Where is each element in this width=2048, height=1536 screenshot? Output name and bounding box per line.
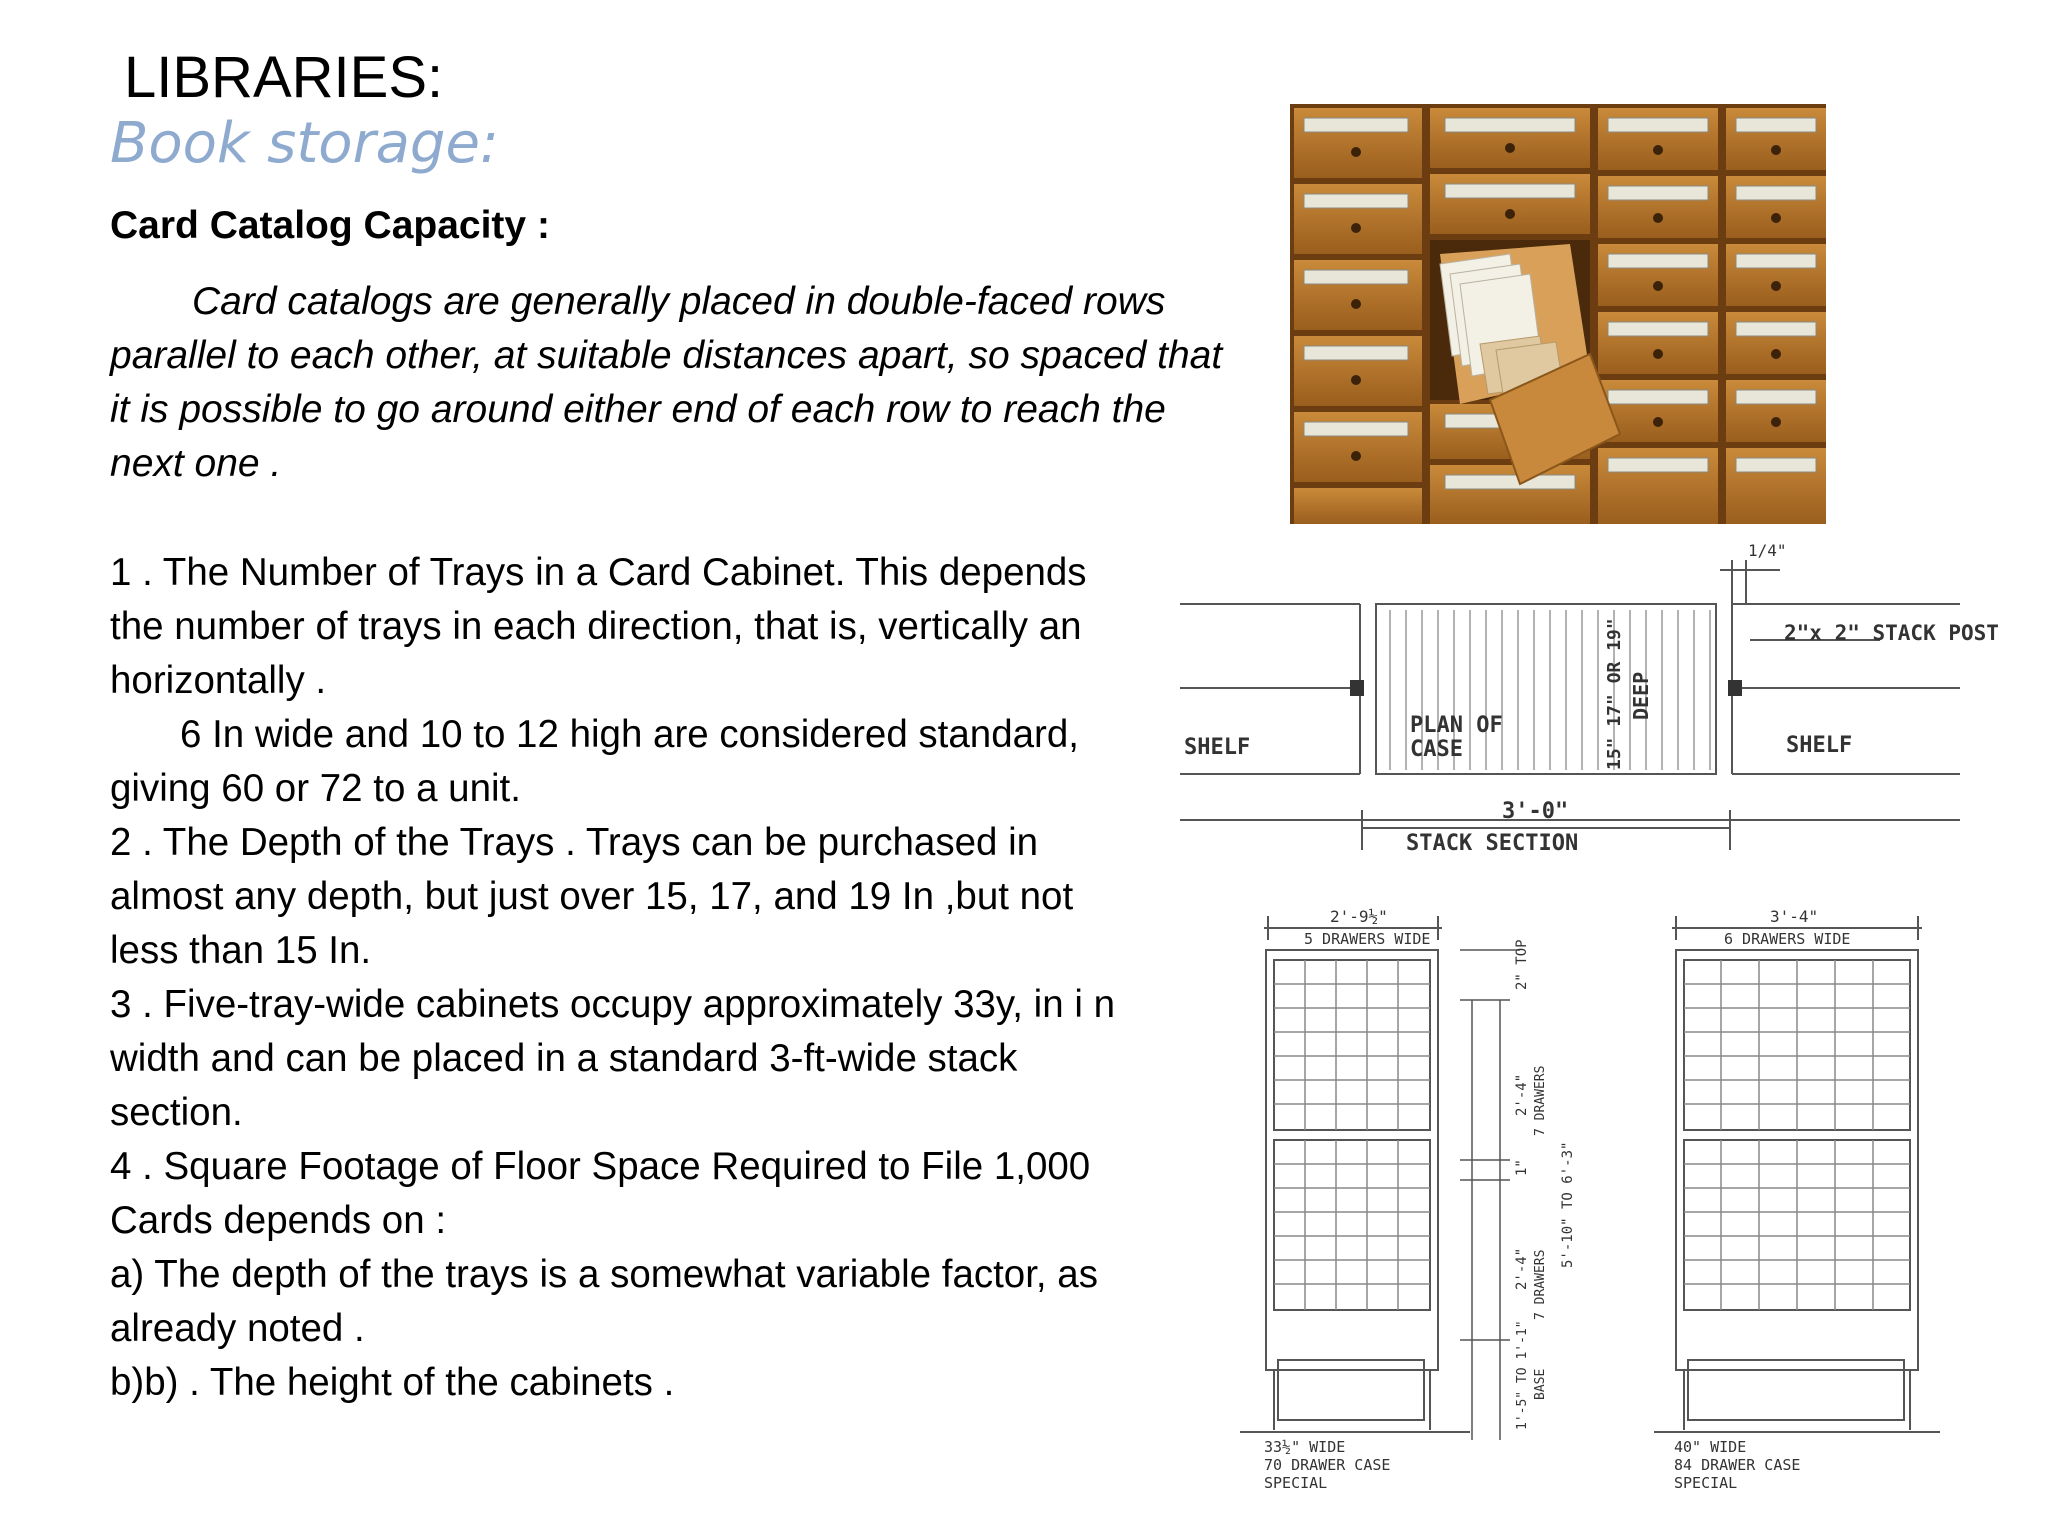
body-line: Cards depends on : bbox=[110, 1199, 447, 1242]
stack-post-label: 2"x 2" STACK POST bbox=[1784, 621, 1999, 645]
body-line: already noted . bbox=[110, 1307, 365, 1350]
right-caption-special: SPECIAL bbox=[1674, 1474, 1738, 1492]
right-cabinet-dim: 3'-4" bbox=[1770, 907, 1819, 926]
body-line: section. bbox=[110, 1091, 243, 1134]
body-line: almost any depth, but just over 15, 17, and 19 In ,but not bbox=[110, 875, 1074, 918]
left-cabinet-drawers: 5 DRAWERS WIDE bbox=[1304, 930, 1431, 948]
upper-height-label: 2'-4" bbox=[1514, 1073, 1530, 1116]
body-line: 1 . The Number of Trays in a Card Cabinet. This depends bbox=[110, 551, 1087, 594]
slide-title: LIBRARIES: bbox=[124, 45, 444, 110]
right-caption-case: 84 DRAWER CASE bbox=[1674, 1456, 1801, 1474]
width-3ft-label: 3'-0" bbox=[1502, 799, 1569, 824]
upper-drawers-label: 7 DRAWERS bbox=[1533, 1065, 1548, 1136]
mid-dim-label: 1" bbox=[1514, 1159, 1530, 1176]
left-caption-width: 33½" WIDE bbox=[1264, 1438, 1346, 1456]
card-catalog-photo bbox=[1290, 104, 1826, 524]
plan-of-case-label: PLAN OF bbox=[1410, 713, 1503, 738]
base-height-label: 1'-5" TO 1'-1" bbox=[1515, 1320, 1530, 1430]
stack-section-diagram bbox=[1180, 520, 2048, 1520]
intro-paragraph bbox=[110, 275, 1230, 491]
body-line: 4 . Square Footage of Floor Space Required to File 1,000 bbox=[110, 1145, 1091, 1188]
top-dim-label: 2" TOP bbox=[1514, 939, 1530, 990]
base-label: BASE bbox=[1533, 1368, 1548, 1400]
body-line: 2 . The Depth of the Trays . Trays can be purchased in bbox=[110, 821, 1039, 864]
body-line: the number of trays in each direction, that is, vertically an bbox=[110, 605, 1082, 648]
left-caption-case: 70 DRAWER CASE bbox=[1264, 1456, 1391, 1474]
shelf-left-label: SHELF bbox=[1184, 735, 1251, 760]
body-line: 6 In wide and 10 to 12 high are considered standard, bbox=[180, 713, 1079, 756]
body-list bbox=[110, 546, 1240, 1410]
body-line: a) The depth of the trays is a somewhat variable factor, as bbox=[110, 1253, 1098, 1296]
quarter-inch-label: 1/4" bbox=[1748, 541, 1787, 560]
deep-label: DEEP bbox=[1629, 671, 1653, 720]
body-line: width and can be placed in a standard 3-ft-wide stack bbox=[110, 1037, 1018, 1080]
body-line: horizontally . bbox=[110, 659, 327, 702]
total-height-label: 5'-10" TO 6'-3" bbox=[1560, 1141, 1576, 1268]
body-line: giving 60 or 72 to a unit. bbox=[110, 767, 521, 810]
left-cabinet-dim: 2'-9½" bbox=[1330, 907, 1388, 926]
lower-height-label: 2'-4" bbox=[1514, 1247, 1530, 1290]
plan-of-case-label-2: CASE bbox=[1410, 737, 1463, 762]
right-cabinet-drawers: 6 DRAWERS WIDE bbox=[1724, 930, 1851, 948]
intro-text: Card catalogs are generally placed in double-faced rows parallel to each other, at suitable distances apart, so spaced that it is possible to go around either end of each row to reach the next one . bbox=[110, 280, 1223, 485]
body-line: 3 . Five-tray-wide cabinets occupy approximately 33y, in i n bbox=[110, 983, 1116, 1026]
shelf-right-label: SHELF bbox=[1786, 733, 1853, 758]
section-heading: Card Catalog Capacity : bbox=[110, 204, 550, 247]
slide-subtitle: Book storage: bbox=[110, 111, 499, 176]
depth-label: 15" 17" OR 19" bbox=[1604, 618, 1625, 770]
left-caption-special: SPECIAL bbox=[1264, 1474, 1328, 1492]
body-line: b)b) . The height of the cabinets . bbox=[110, 1361, 675, 1404]
body-line: less than 15 In. bbox=[110, 929, 372, 972]
stack-section-label: STACK SECTION bbox=[1406, 831, 1579, 856]
lower-drawers-label: 7 DRAWERS bbox=[1533, 1249, 1548, 1320]
right-caption-width: 40" WIDE bbox=[1674, 1438, 1747, 1456]
